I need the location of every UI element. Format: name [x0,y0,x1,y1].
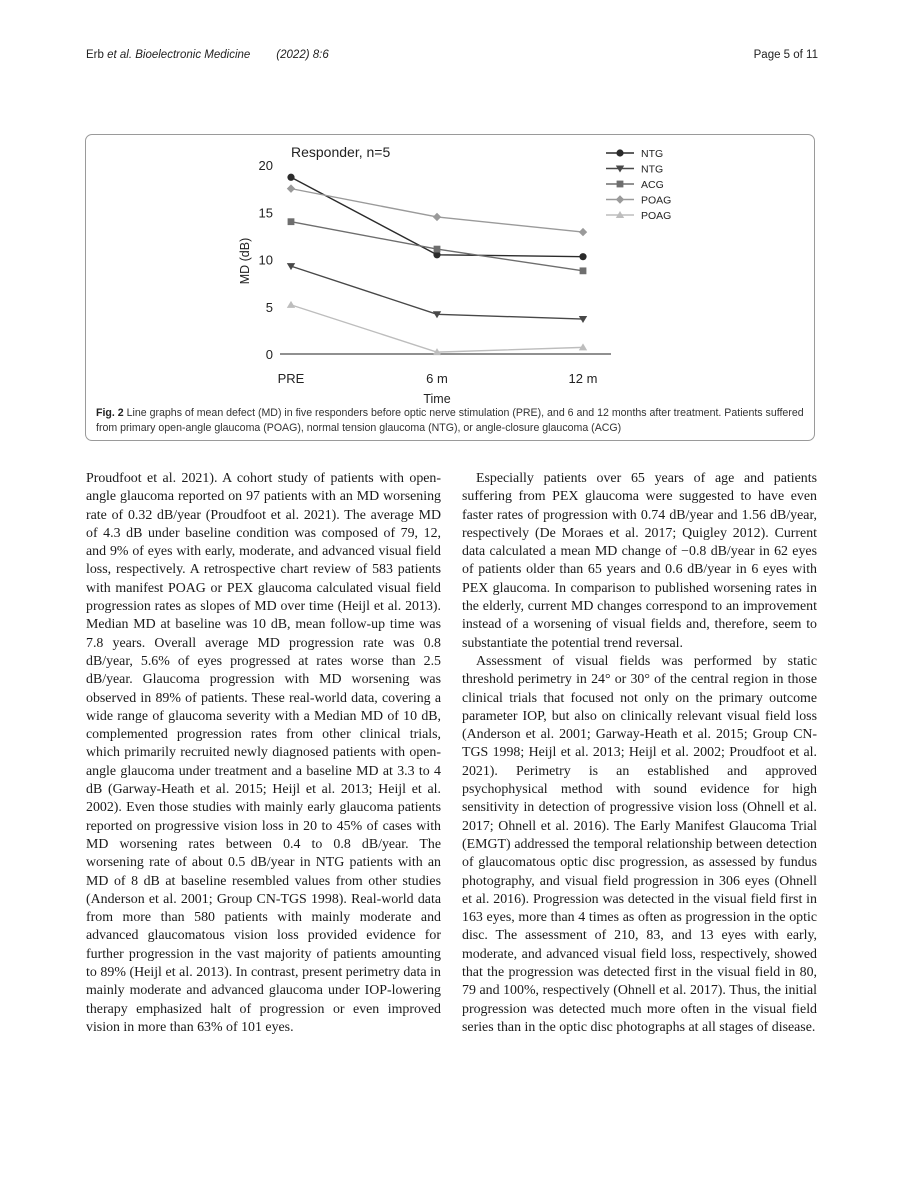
header-journal: et al. Bioelectronic Medicine [107,49,251,61]
legend-label: POAG [641,210,672,222]
legend-marker [616,149,623,156]
paragraph: Especially patients over 65 years of age and patients suffering from PEX glaucoma were suggested to have even faster rates of progression with 0.74 dB/year and 1.56 dB/year, respectively (De Moraes et al. 2017; Quigley 2012). Current data calculated a mean MD change of −0.8 dB/year in 62 eyes of patients older than 65 years and 0.6 dB/year in 6 eyes with PEX glaucoma. In comparison to published worsening rates in the elderly, current MD changes correspond to an improvement instead of a worsening of visual fields and, therefore, seem to substantiate the potential trend reversal. [462,471,817,651]
y-axis-label: MD (dB) [238,237,252,285]
caption-text: Line graphs of mean defect (MD) in five responders before optic nerve stimulation (PRE), and 6 and 12 months after treatment. Patients suffered from primary open-angle glaucoma (POAG), normal tension glaucoma (NTG), or angle-closure glaucoma (ACG) [96,407,804,434]
series-line [291,189,583,232]
figure-2 [85,134,815,441]
legend-label: POAG [641,194,672,207]
chart-title: Responder, n=5 [291,144,391,160]
paragraph: Assessment of visual fields was performed by static threshold perimetry in 24° or 30° of the central region in those clinical trials that focused not only on the primary outcome parameter IOP, but also on clinically relevant visual field loss (Anderson et al. 2001; Garway-Heath et al. 2015; Group CN-TGS 1998; Heijl et al. 2013; Heijl et al. 2002; Proudfoot et al. 2021). Perimetry is an established and approved psychophysical method with sound evidence for high sensitivity in detection of progressive vision loss (Ohnell et al. 2017; Ohnell et al. 2016). The Early Manifest Glaucoma Trial (EMGT) addressed the temporal relationship between detection of glaucomatous optic disc progression, as assessed by fundus photography, and visual field progression in 306 eyes (Ohnell et al. 2016). Progression was detected in the visual field first in 163 eyes, more than 4 times as often as progression in the optic disc. The assessment of 210, 83, and 13 eyes with early, moderate, and advanced visual field loss, respectively, showed that the progression was detected first in the visual field in 80, 79 and 100%, respectively (Ohnell et al. 2017). Thus, the initial progression was detected much more often in the visual field series than in the optic disc photographs at all stages of disease. [462,653,817,1035]
y-tick-label: 15 [258,205,273,221]
data-point [579,253,586,260]
header-citation: (2022) 8:6 [276,49,329,61]
line-chart [86,135,814,403]
legend-label: NTG [641,163,664,176]
header-author: Erb [86,49,104,61]
x-tick-label: 6 m [426,371,448,386]
data-point [433,213,441,221]
legend-label: ACG [641,179,664,191]
x-axis-label: Time [423,392,451,403]
figure-caption [96,406,806,436]
body-column-right [462,470,817,1037]
x-tick-label: PRE [277,371,305,386]
page-number: Page 5 of 11 [753,49,818,61]
y-tick-label: 20 [258,158,273,173]
y-tick-label: 0 [265,347,273,362]
paragraph: Proudfoot et al. 2021). A cohort study of patients with open-angle glaucoma reported on 97 patients with an MD worsening rate of 0.32 dB/year (Proudfoot et al. 2021). The average MD of 4.3 dB under baseline condition was composed of 79, 12, and 9% of eyes with early, moderate, and advanced visual field loss, respectively. A retrospective chart review of 583 patients with manifest POAG or PEX glaucoma calculated visual field progression rates as slopes of MD over time (Heijl et al. 2013). Median MD at baseline was 10 dB, mean follow-up time was 7.8 years. Overall average MD progression rate was 0.8 dB/year, 5.6% of eyes progressed at rates worse than 2.5 dB/year. Glaucoma progression with MD worsening was observed in 89% of patients. These real-world data, covering a wide range of glaucoma severity with a Median MD of 10 dB, complemented progression rates from other clinical trials, which primarily recruited newly diagnosed patients with open-angle glaucoma under treatment and a baseline MD at 3.3 to 4 dB (Garway-Heath et al. 2015; Heijl et al. 2013; Heijl et al. 2002). Even those studies with mainly early glaucoma patients reported on progressive vision loss in 20 to 45% of cases with MD worsening rates between 0.4 to 0.8 dB/year. The worsening rate of about 0.5 dB/year in NTG patients with an MD of 8 dB at baseline resembled values from other studies (Anderson et al. 2001; Group CN-TGS 1998). Real-world data from more than 580 patients with mainly moderate and advanced glaucomatous vision loss provided evidence for further progression in the vast majority of patients amounting to 89% (Heijl et al. 2013). In contrast, present perimetry data in mainly moderate and advanced glaucoma under IOP-lowering therapy emphasized halt of progression or even improved vision in more than 63% of 101 eyes. [86,471,441,1035]
data-point [287,301,295,308]
data-point [287,184,295,192]
data-point [288,218,295,225]
running-header [86,49,329,61]
data-point [580,267,587,274]
legend-marker [617,181,624,188]
x-tick-label: 12 m [568,371,598,386]
legend-label: NTG [641,148,664,160]
data-point [287,174,294,181]
body-column-left [86,470,441,1037]
data-point [579,228,587,236]
y-tick-label: 10 [258,252,273,268]
legend-marker [616,195,624,203]
data-point [434,246,441,253]
series-line [291,266,583,319]
y-tick-label: 5 [265,299,273,315]
caption-label: Fig. 2 [96,407,124,419]
